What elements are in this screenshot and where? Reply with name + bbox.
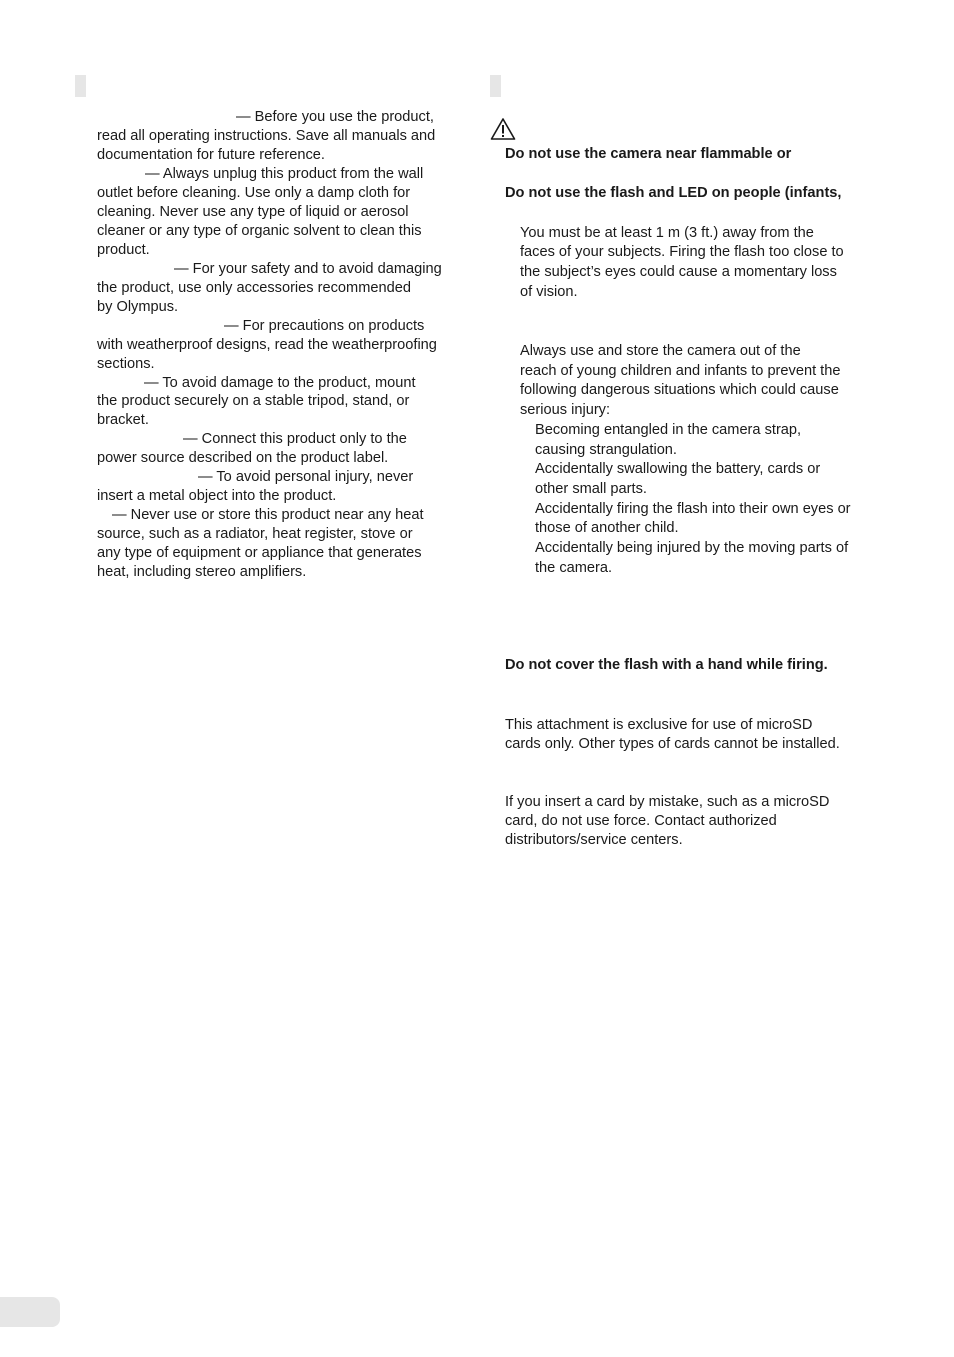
text-line: cleaner or any type of organic solvent to clean this	[97, 223, 422, 239]
text-line: bracket.	[97, 412, 149, 428]
list-item: Accidentally swallowing the battery, cards or	[535, 461, 821, 477]
text-line: This attachment is exclusive for use of microSD	[505, 717, 813, 733]
list-item: Becoming entangled in the camera strap,	[535, 422, 802, 438]
text-line: causing strangulation.	[535, 442, 677, 458]
text-line: You must be at least 1 m (3 ft.) away from the	[520, 225, 814, 241]
text-line: reach of young children and infants to prevent the	[520, 363, 841, 379]
text-line: — For precautions on products	[224, 318, 425, 334]
text-line: by Olympus.	[97, 299, 179, 315]
text-line: cards only. Other types of cards cannot be installed.	[505, 736, 840, 752]
text-line: the subject’s eyes could cause a momentary loss	[520, 264, 837, 280]
warning-triangle-icon	[490, 117, 516, 141]
warning-heading: Do not cover the flash with a hand while firing.	[505, 657, 828, 673]
text-line: — Never use or store this product near any heat	[112, 507, 424, 523]
text-line: — Always unplug this product from the wall	[145, 166, 424, 182]
text-line: following dangerous situations which could cause	[520, 382, 839, 398]
text-line: any type of equipment or appliance that generates	[97, 545, 422, 561]
text-line: — To avoid damage to the product, mount	[144, 375, 416, 391]
text-line: Always use and store the camera out of the	[520, 343, 801, 359]
text-line: card, do not use force. Contact authorized	[505, 813, 777, 829]
text-line: faces of your subjects. Firing the flash too close to	[520, 244, 844, 260]
text-line: distributors/service centers.	[505, 832, 683, 848]
text-line: If you insert a card by mistake, such as a microSD	[505, 794, 830, 810]
right-section-marker	[490, 75, 501, 97]
text-line: serious injury:	[520, 402, 611, 418]
text-line: insert a metal object into the product.	[97, 488, 337, 504]
text-line: source, such as a radiator, heat register, stove or	[97, 526, 413, 542]
page-number-tab	[0, 1297, 60, 1327]
text-line: the camera.	[535, 560, 613, 576]
text-line: documentation for future reference.	[97, 147, 325, 163]
text-line: power source described on the product label.	[97, 450, 389, 466]
text-line: product.	[97, 242, 150, 258]
text-line: cleaning. Never use any type of liquid or aerosol	[97, 204, 409, 220]
text-line: the product securely on a stable tripod, stand, or	[97, 393, 410, 409]
left-section-marker	[75, 75, 86, 97]
text-line: the product, use only accessories recommended	[97, 280, 411, 296]
text-line: — To avoid personal injury, never	[198, 469, 414, 485]
warning-heading: Do not use the camera near flammable or	[505, 146, 792, 162]
text-line: sections.	[97, 356, 155, 372]
warning-heading: Do not use the flash and LED on people (infants,	[505, 185, 842, 201]
list-item: Accidentally being injured by the moving parts of	[535, 540, 849, 556]
list-item: Accidentally firing the flash into their own eyes or	[535, 501, 851, 517]
text-line: — For your safety and to avoid damaging	[174, 261, 442, 277]
text-line: outlet before cleaning. Use only a damp cloth for	[97, 185, 411, 201]
text-line: those of another child.	[535, 520, 679, 536]
text-line: with weatherproof designs, read the weatherproofing	[97, 337, 437, 353]
text-line: — Before you use the product,	[236, 109, 434, 125]
text-line: read all operating instructions. Save all manuals and	[97, 128, 436, 144]
text-line: other small parts.	[535, 481, 647, 497]
text-line: — Connect this product only to the	[183, 431, 407, 447]
text-line: heat, including stereo amplifiers.	[97, 564, 307, 580]
text-line: of vision.	[520, 284, 578, 300]
